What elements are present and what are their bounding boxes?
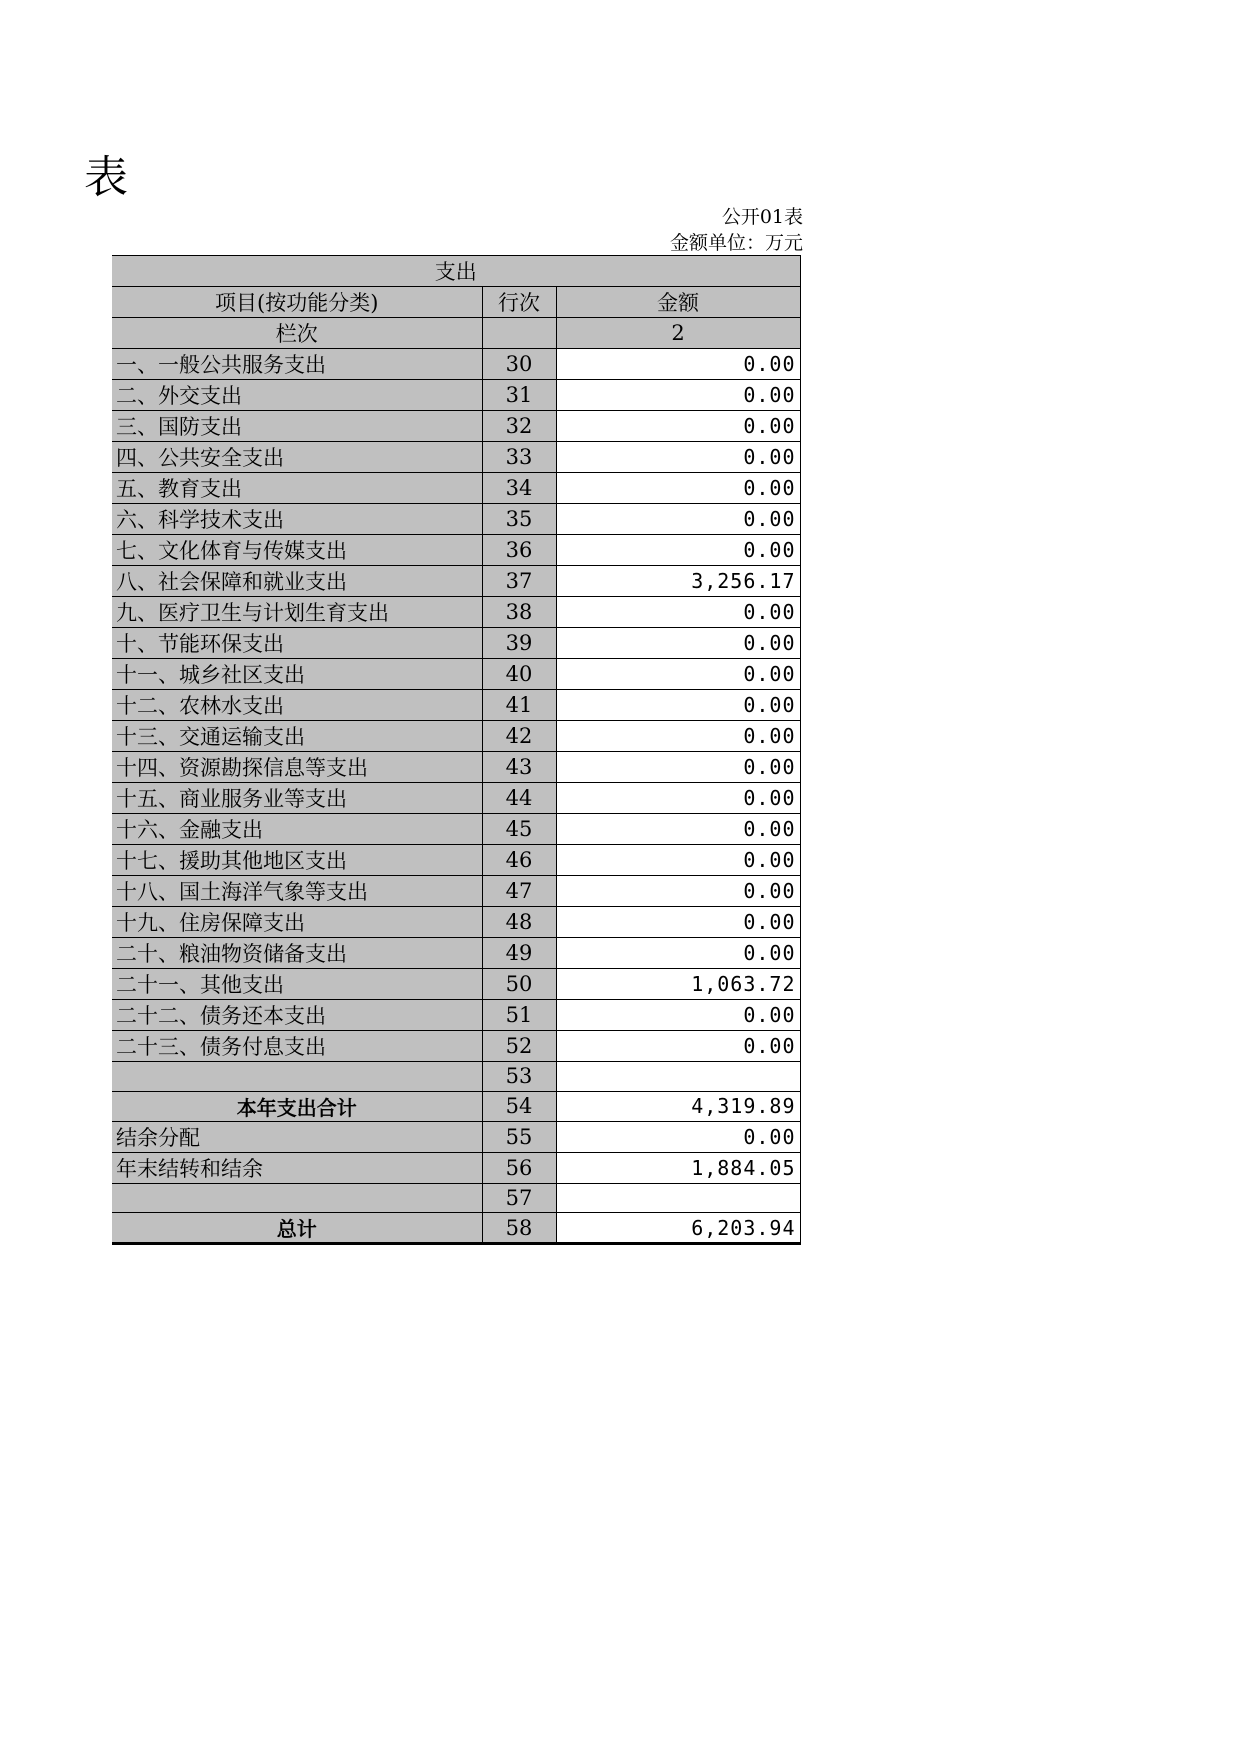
row-number: 58 [482, 1213, 556, 1244]
lanci-empty [482, 318, 556, 349]
row-amount: 0.00 [556, 628, 800, 659]
table-row [112, 845, 800, 876]
header-columns-row [112, 287, 800, 318]
table-row [112, 473, 800, 504]
table-row [112, 1213, 800, 1244]
row-item: 六、科学技术支出 [112, 504, 482, 535]
row-item: 三、国防支出 [112, 411, 482, 442]
row-number: 54 [482, 1091, 556, 1121]
table-row [112, 752, 800, 783]
row-number: 47 [482, 876, 556, 907]
row-item: 四、公共安全支出 [112, 442, 482, 473]
row-amount: 0.00 [556, 1000, 800, 1031]
row-item: 年末结转和结余 [112, 1152, 482, 1183]
table-row [112, 690, 800, 721]
row-item [112, 1062, 482, 1092]
lanci-label: 栏次 [112, 318, 482, 349]
table-row [112, 1031, 800, 1062]
table-row [112, 566, 800, 597]
table-row [112, 628, 800, 659]
table-row [112, 504, 800, 535]
row-item: 二十二、债务还本支出 [112, 1000, 482, 1031]
row-number: 49 [482, 938, 556, 969]
table-row [112, 442, 800, 473]
row-amount: 0.00 [556, 845, 800, 876]
row-number: 36 [482, 535, 556, 566]
row-amount: 1,884.05 [556, 1152, 800, 1183]
table-row [112, 535, 800, 566]
row-amount [556, 1062, 800, 1092]
row-amount: 0.00 [556, 380, 800, 411]
table-row [112, 938, 800, 969]
row-item: 十三、交通运输支出 [112, 721, 482, 752]
row-amount: 0.00 [556, 721, 800, 752]
table-row [112, 1062, 800, 1092]
row-amount: 0.00 [556, 752, 800, 783]
row-amount [556, 1183, 800, 1213]
row-number: 55 [482, 1121, 556, 1152]
table-row [112, 411, 800, 442]
row-item: 十一、城乡社区支出 [112, 659, 482, 690]
header-amount: 金额 [556, 287, 800, 318]
row-amount: 0.00 [556, 938, 800, 969]
row-amount: 0.00 [556, 411, 800, 442]
row-amount: 0.00 [556, 876, 800, 907]
row-item: 十四、资源勘探信息等支出 [112, 752, 482, 783]
table-row [112, 1091, 800, 1121]
amount-unit: 金额单位：万元 [669, 232, 803, 254]
row-number: 41 [482, 690, 556, 721]
row-item: 十八、国土海洋气象等支出 [112, 876, 482, 907]
row-item: 二十、粮油物资储备支出 [112, 938, 482, 969]
header-row-number: 行次 [482, 287, 556, 318]
row-number: 42 [482, 721, 556, 752]
row-number: 34 [482, 473, 556, 504]
table-row [112, 783, 800, 814]
page-title: 表 [84, 152, 130, 203]
row-item: 五、教育支出 [112, 473, 482, 504]
row-amount: 3,256.17 [556, 566, 800, 597]
lanci-value: 2 [556, 318, 800, 349]
header-section-row [112, 256, 800, 287]
row-number: 48 [482, 907, 556, 938]
row-item: 十、节能环保支出 [112, 628, 482, 659]
table-row [112, 349, 800, 380]
row-number: 57 [482, 1183, 556, 1213]
row-amount: 0.00 [556, 907, 800, 938]
table-row [112, 1152, 800, 1183]
row-item: 七、文化体育与传媒支出 [112, 535, 482, 566]
table-row [112, 814, 800, 845]
row-number: 46 [482, 845, 556, 876]
table-row [112, 659, 800, 690]
row-amount: 0.00 [556, 659, 800, 690]
row-item: 本年支出合计 [112, 1091, 482, 1121]
row-item: 十五、商业服务业等支出 [112, 783, 482, 814]
row-item: 九、医疗卫生与计划生育支出 [112, 597, 482, 628]
row-item: 结余分配 [112, 1121, 482, 1152]
table-row [112, 597, 800, 628]
row-number: 38 [482, 597, 556, 628]
row-number: 32 [482, 411, 556, 442]
row-amount: 0.00 [556, 473, 800, 504]
row-item: 十七、援助其他地区支出 [112, 845, 482, 876]
form-code: 公开01表 [721, 206, 803, 228]
row-amount: 0.00 [556, 349, 800, 380]
header-item: 项目(按功能分类) [112, 287, 482, 318]
lanci-row [112, 318, 800, 349]
row-amount: 0.00 [556, 1031, 800, 1062]
row-number: 52 [482, 1031, 556, 1062]
row-item: 十九、住房保障支出 [112, 907, 482, 938]
row-item: 总计 [112, 1213, 482, 1244]
expenditure-table [112, 255, 801, 1245]
row-amount: 0.00 [556, 783, 800, 814]
row-number: 35 [482, 504, 556, 535]
row-number: 45 [482, 814, 556, 845]
row-amount: 0.00 [556, 442, 800, 473]
row-amount: 6,203.94 [556, 1213, 800, 1244]
table-row [112, 1183, 800, 1213]
table-row [112, 721, 800, 752]
row-item: 二十一、其他支出 [112, 969, 482, 1000]
row-amount: 0.00 [556, 690, 800, 721]
row-number: 33 [482, 442, 556, 473]
row-amount: 0.00 [556, 504, 800, 535]
row-number: 30 [482, 349, 556, 380]
row-item: 十六、金融支出 [112, 814, 482, 845]
row-item: 二十三、债务付息支出 [112, 1031, 482, 1062]
row-number: 43 [482, 752, 556, 783]
row-amount: 0.00 [556, 1121, 800, 1152]
table-row [112, 1000, 800, 1031]
row-number: 40 [482, 659, 556, 690]
row-amount: 1,063.72 [556, 969, 800, 1000]
row-amount: 0.00 [556, 597, 800, 628]
table-row [112, 1121, 800, 1152]
row-number: 53 [482, 1062, 556, 1092]
row-number: 39 [482, 628, 556, 659]
row-number: 56 [482, 1152, 556, 1183]
table-row [112, 907, 800, 938]
row-number: 44 [482, 783, 556, 814]
row-item: 十二、农林水支出 [112, 690, 482, 721]
row-number: 50 [482, 969, 556, 1000]
row-amount: 4,319.89 [556, 1091, 800, 1121]
table-row [112, 969, 800, 1000]
row-amount: 0.00 [556, 535, 800, 566]
table-row [112, 380, 800, 411]
row-number: 51 [482, 1000, 556, 1031]
row-item: 二、外交支出 [112, 380, 482, 411]
row-item [112, 1183, 482, 1213]
row-number: 37 [482, 566, 556, 597]
header-section: 支出 [112, 256, 800, 287]
table-row [112, 876, 800, 907]
row-number: 31 [482, 380, 556, 411]
row-item: 一、一般公共服务支出 [112, 349, 482, 380]
row-item: 八、社会保障和就业支出 [112, 566, 482, 597]
row-amount: 0.00 [556, 814, 800, 845]
